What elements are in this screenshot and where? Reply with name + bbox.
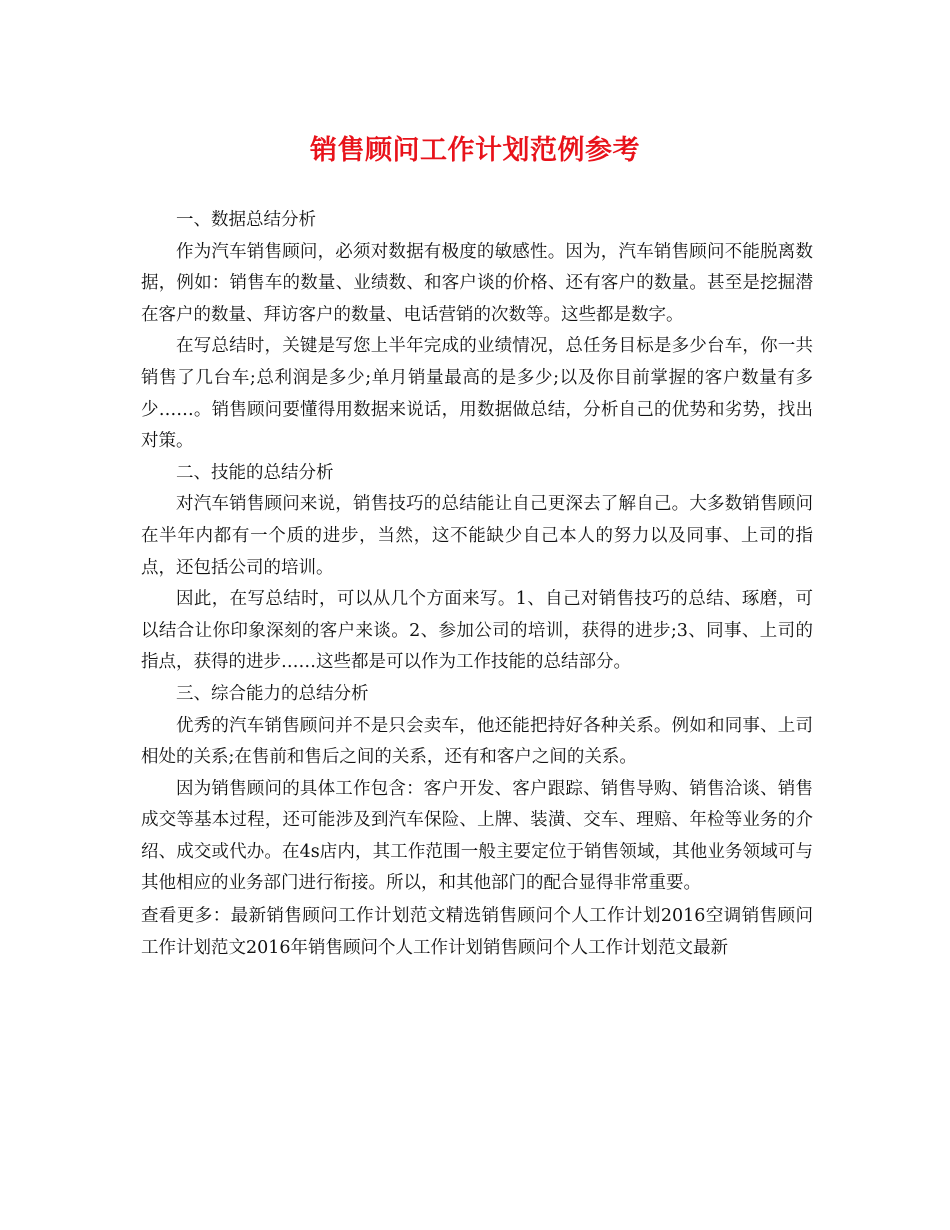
body-paragraph: 因此，在写总结时，可以从几个方面来写。1、自己对销售技巧的总结、琢磨，可以结合让你印象深刻的客户来谈。2、参加公司的培训，获得的进步;3、同事、上司的指点，获得的进步……这些都是可以作为工作技能的总结部分。	[141, 589, 813, 673]
document-title: 销售顾问工作计划范例参考	[310, 135, 640, 166]
body-paragraph: 对汽车销售顾问来说，销售技巧的总结能让自己更深去了解自己。大多数销售顾问在半年内都有一个质的进步，当然，这不能缺少自己本人的努力以及同事、上司的指点，还包括公司的培训。	[141, 494, 813, 578]
body-paragraph: 优秀的汽车销售顾问并不是只会卖车，他还能把持好各种关系。例如和同事、上司相处的关系;在售前和售后之间的关系，还有和客户之间的关系。	[141, 715, 813, 768]
body-paragraph: 在写总结时，关键是写您上半年完成的业绩情况，总任务目标是多少台车，你一共销售了几台车;总利润是多少;单月销量最高的是多少;以及你目前掌握的客户数量有多少……。销售顾问要懂得用数据来说话，用数据做总结，分析自己的优势和劣势，找出对策。	[141, 336, 813, 452]
body-paragraph: 作为汽车销售顾问，必须对数据有极度的敏感性。因为，汽车销售顾问不能脱离数据，例如：销售车的数量、业绩数、和客户谈的价格、还有客户的数量。甚至是挖掘潜在客户的数量、拜访客户的数量、电话营销的次数等。这些都是数字。	[141, 241, 813, 325]
section-heading: 三、综合能力的总结分析	[176, 683, 369, 704]
document-body	[141, 205, 813, 964]
related-links-text: 查看更多：最新销售顾问工作计划范文精选销售顾问个人工作计划2016空调销售顾问工作计划范文2016年销售顾问个人工作计划销售顾问个人工作计划范文最新	[141, 906, 813, 958]
section-heading: 二、技能的总结分析	[176, 462, 334, 483]
section-heading: 一、数据总结分析	[176, 210, 316, 230]
body-paragraph: 因为销售顾问的具体工作包含：客户开发、客户跟踪、销售导购、销售洽谈、销售成交等基本过程，还可能涉及到汽车保险、上牌、装潢、交车、理赔、年检等业务的介绍、成交或代办。在4s店内，其工作范围一般主要定位于销售领域，其他业务领域可与其他相应的业务部门进行衔接。所以，和其他部门的配合显得非常重要。	[141, 778, 813, 894]
